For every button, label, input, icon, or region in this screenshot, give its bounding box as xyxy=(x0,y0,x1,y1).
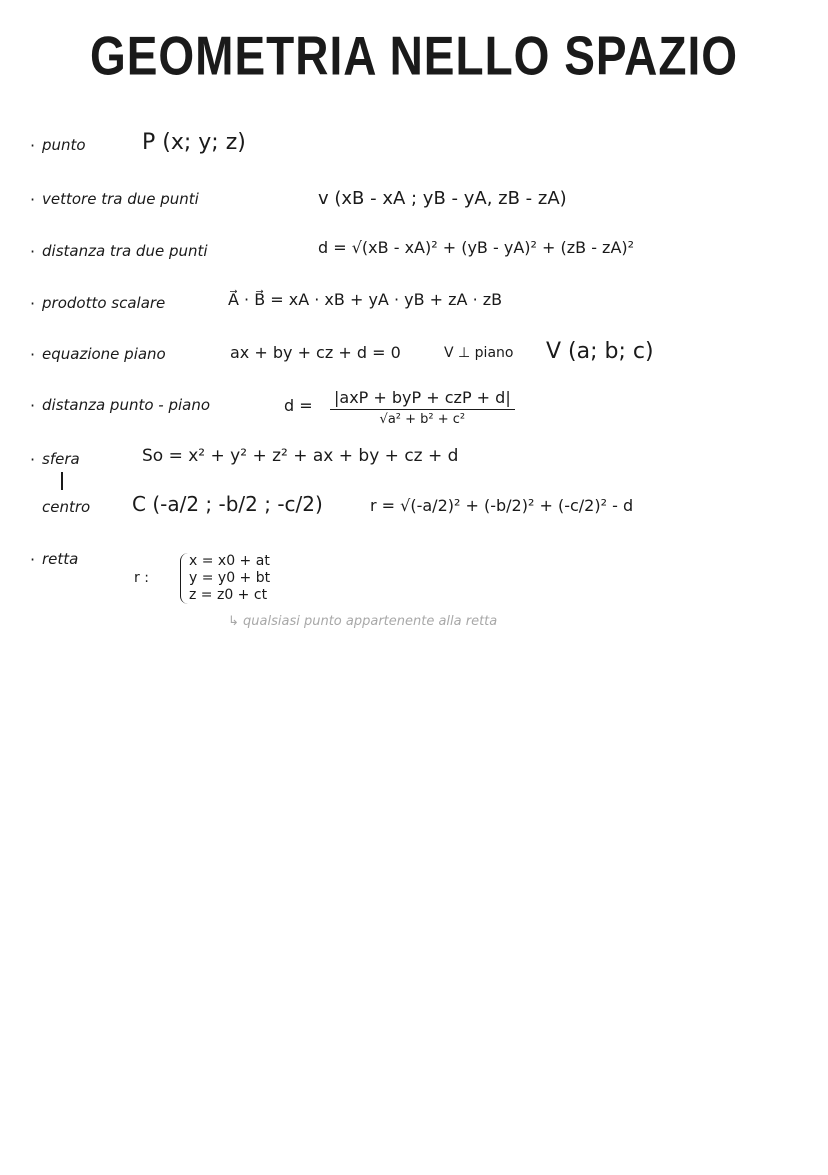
bullet-icon: · xyxy=(30,294,36,313)
formula-lhs: d = xyxy=(284,396,313,415)
bullet-icon: · xyxy=(30,450,36,469)
bullet-icon: · xyxy=(30,190,36,209)
bullet-icon: · xyxy=(30,136,36,155)
row-vettore xyxy=(0,190,828,230)
row-distanza-punti xyxy=(0,238,828,282)
fraction xyxy=(330,388,515,427)
system-label: r : xyxy=(134,570,149,586)
system-line-y: y = y0 + bt xyxy=(189,570,271,586)
page-title: GEOMETRIA NELLO SPAZIO xyxy=(89,25,739,87)
bullet-icon: · xyxy=(30,550,36,569)
label-distanza-punto-piano: distanza punto - piano xyxy=(42,396,211,414)
perpendicular-note: V ⊥ piano xyxy=(444,345,514,361)
label-punto: punto xyxy=(42,136,86,154)
label-retta: retta xyxy=(42,550,79,568)
row-punto xyxy=(0,130,828,176)
row-prodotto-scalare xyxy=(0,290,828,334)
fraction-denominator: √a² + b² + c² xyxy=(379,412,466,427)
formula-sfera: So = x² + y² + z² + ax + by + cz + d xyxy=(142,446,459,466)
formula-centro: C (-a/2 ; -b/2 ; -c/2) xyxy=(132,492,323,516)
row-equazione-piano xyxy=(0,339,828,385)
formula-prodotto-scalare: A⃗ · B⃗ = xA · xB + yA · yB + zA · zB xyxy=(228,290,503,309)
row-centro xyxy=(0,492,828,538)
formula-punto: P (x; y; z) xyxy=(142,130,246,155)
connector-line xyxy=(61,472,63,490)
fraction-numerator: |axP + byP + czP + d| xyxy=(330,388,515,410)
row-retta xyxy=(0,550,828,590)
label-vettore: vettore tra due punti xyxy=(42,190,199,208)
retta-note: ↳ qualsiasi punto appartenente alla retta xyxy=(228,614,498,629)
row-sfera xyxy=(0,446,828,490)
formula-raggio: r = √(-a/2)² + (-b/2)² + (-c/2)² - d xyxy=(370,496,634,515)
row-distanza-punto-piano xyxy=(0,388,828,446)
label-centro: centro xyxy=(42,498,91,516)
label-sfera: sfera xyxy=(42,450,80,468)
normal-vector: V (a; b; c) xyxy=(546,339,654,364)
formula-distanza-punti: d = √(xB - xA)² + (yB - yA)² + (zB - zA)² xyxy=(318,238,635,257)
system-line-x: x = x0 + at xyxy=(189,553,270,569)
formula-vettore: v (xB - xA ; yB - yA, zB - zA) xyxy=(318,188,567,209)
label-distanza-punti: distanza tra due punti xyxy=(42,242,208,260)
bullet-icon: · xyxy=(30,345,36,364)
system-line-z: z = z0 + ct xyxy=(189,587,268,603)
bullet-icon: · xyxy=(30,242,36,261)
label-equazione-piano: equazione piano xyxy=(42,345,166,363)
formula-equazione-piano: ax + by + cz + d = 0 xyxy=(230,343,401,362)
label-prodotto-scalare: prodotto scalare xyxy=(42,294,166,312)
parametric-system xyxy=(180,553,270,604)
bullet-icon: · xyxy=(30,396,36,415)
